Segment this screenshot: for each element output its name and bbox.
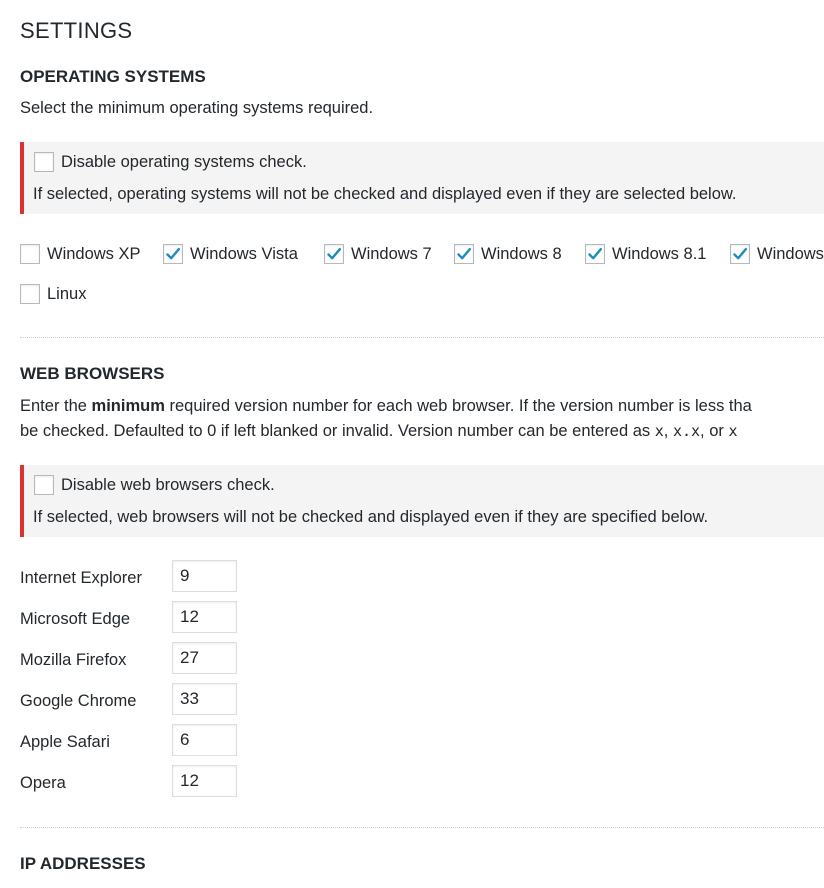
browser-row-opera xyxy=(20,765,320,799)
browser-description-line2 xyxy=(20,419,738,444)
browser-disable-help: If selected, web browsers will not be checked and displayed even if they are specified below. xyxy=(33,508,709,526)
os-disable-row[interactable] xyxy=(34,152,307,172)
os-option-linux[interactable] xyxy=(20,284,86,304)
checkmark-icon xyxy=(326,246,342,262)
browser-desc-code-xx: x.x xyxy=(672,422,701,440)
browser-input-opera[interactable] xyxy=(172,765,237,797)
os-option-windows-8[interactable] xyxy=(454,244,562,264)
browser-label-internet-explorer: Internet Explorer xyxy=(20,569,142,587)
page-title: SETTINGS xyxy=(20,18,133,43)
os-label-windows-8: Windows 8 xyxy=(481,244,562,263)
browser-desc-line2-text: be checked. Defaulted to 0 if left blanked or invalid. Version number can be entered as xyxy=(20,422,655,440)
browser-desc-code-x: x xyxy=(654,422,664,440)
browser-desc-or: , or xyxy=(700,422,729,440)
os-checkbox-list xyxy=(20,244,824,314)
os-section-heading: OPERATING SYSTEMS xyxy=(20,67,206,86)
os-label-windows-7: Windows 7 xyxy=(351,244,432,263)
browser-input-google-chrome[interactable] xyxy=(172,683,237,715)
os-disable-label: Disable operating systems check. xyxy=(61,152,307,171)
browser-label-apple-safari: Apple Safari xyxy=(20,733,110,751)
os-label-windows-truncated: Windows xyxy=(757,244,824,263)
os-disable-help: If selected, operating systems will not be checked and displayed even if they are selected below. xyxy=(33,185,737,203)
checkmark-icon xyxy=(587,246,603,262)
browser-row-google-chrome xyxy=(20,683,320,717)
section-divider-2 xyxy=(20,827,824,828)
section-divider xyxy=(20,337,824,338)
browser-label-opera: Opera xyxy=(20,774,66,792)
os-label-windows-8-1: Windows 8.1 xyxy=(612,244,707,263)
browser-row-internet-explorer xyxy=(20,560,320,594)
browser-description-line1 xyxy=(20,394,752,419)
browser-desc-prefix: Enter the xyxy=(20,397,92,415)
browser-desc-code-x2: x xyxy=(728,422,738,440)
os-checkbox-windows-8[interactable] xyxy=(454,244,474,264)
browser-desc-bold: minimum xyxy=(91,397,165,415)
os-option-windows-truncated[interactable] xyxy=(730,244,824,264)
browser-label-mozilla-firefox: Mozilla Firefox xyxy=(20,651,127,669)
os-checkbox-windows-truncated[interactable] xyxy=(730,244,750,264)
browser-section-heading: WEB BROWSERS xyxy=(20,364,165,383)
browser-row-mozilla-firefox xyxy=(20,642,320,676)
browser-input-apple-safari[interactable] xyxy=(172,724,237,756)
browser-disable-notice xyxy=(20,465,824,537)
browser-disable-row[interactable] xyxy=(34,475,275,495)
browser-input-internet-explorer[interactable] xyxy=(172,560,237,592)
os-label-windows-vista: Windows Vista xyxy=(190,244,298,263)
os-checkbox-windows-7[interactable] xyxy=(324,244,344,264)
checkmark-icon xyxy=(732,246,748,262)
browser-disable-checkbox[interactable] xyxy=(34,475,54,495)
browser-desc-comma: , xyxy=(663,422,673,440)
os-option-windows-xp[interactable] xyxy=(20,244,141,264)
os-checkbox-windows-xp[interactable] xyxy=(20,244,40,264)
os-description: Select the minimum operating systems required. xyxy=(20,99,374,117)
browser-input-mozilla-firefox[interactable] xyxy=(172,642,237,674)
os-checkbox-linux[interactable] xyxy=(20,284,40,304)
os-label-windows-xp: Windows XP xyxy=(47,244,141,263)
checkmark-icon xyxy=(456,246,472,262)
os-checkbox-windows-vista[interactable] xyxy=(163,244,183,264)
browser-disable-label: Disable web browsers check. xyxy=(61,475,275,494)
os-option-windows-7[interactable] xyxy=(324,244,432,264)
browser-desc-suffix: required version number for each web browser. If the version number is less tha xyxy=(164,397,752,415)
checkmark-icon xyxy=(165,246,181,262)
ip-section-heading: IP ADDRESSES xyxy=(20,854,146,873)
browser-row-microsoft-edge xyxy=(20,601,320,635)
os-option-windows-8-1[interactable] xyxy=(585,244,706,264)
browser-row-apple-safari xyxy=(20,724,320,758)
os-option-windows-vista[interactable] xyxy=(163,244,298,264)
browser-input-microsoft-edge[interactable] xyxy=(172,601,237,633)
os-label-linux: Linux xyxy=(47,284,87,303)
browser-label-microsoft-edge: Microsoft Edge xyxy=(20,610,131,628)
browser-label-google-chrome: Google Chrome xyxy=(20,692,137,710)
os-disable-checkbox[interactable] xyxy=(34,152,54,172)
os-disable-notice xyxy=(20,142,824,214)
os-checkbox-windows-8-1[interactable] xyxy=(585,244,605,264)
